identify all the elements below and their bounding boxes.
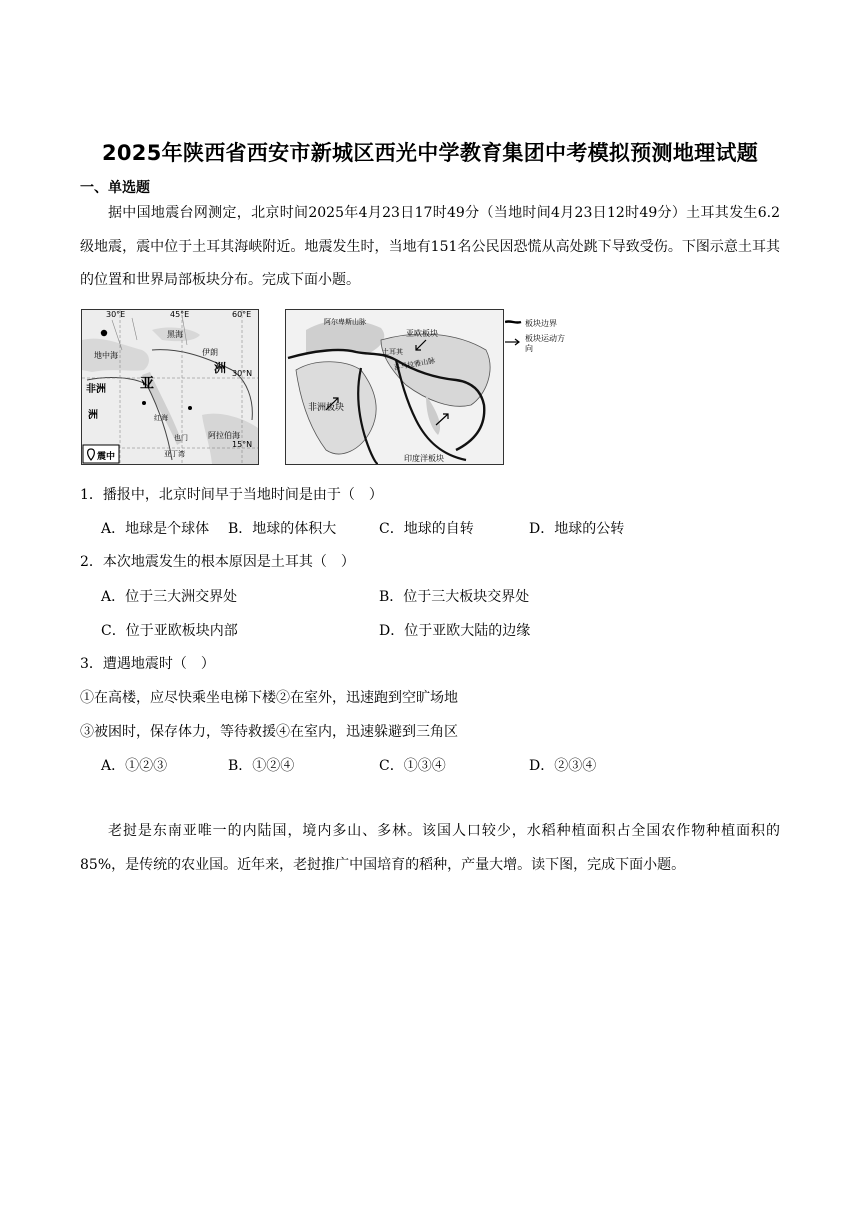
epicenter-marker [101, 330, 107, 336]
q2-option-d[interactable]: D．位于亚欧大陆的边缘 [379, 623, 531, 639]
intro-paragraph-2: 老挝是东南亚唯一的内陆国，境内多山、多林。该国人口较少，水稻种植面积占全国农作物种植面积的85%，是传统的农业国。近年来，老挝推广中国培育的稻种，产量大增。读下图，完成下面小题。 [80, 823, 780, 873]
place-label: 也门 [174, 434, 188, 442]
plate-label: 土耳其 [382, 348, 403, 356]
q2-option-a[interactable]: A．位于三大洲交界处 [101, 589, 238, 605]
q2-option-b[interactable]: B．位于三大板块交界处 [379, 589, 530, 605]
plate-label: 亚欧板块 [406, 329, 438, 338]
question-1-stem: 1．播报中，北京时间早于当地时间是由于（ ） [80, 487, 383, 503]
place-label: 洲 [88, 410, 98, 421]
intro-paragraph: 据中国地震台网测定，北京时间2025年4月23日17时49分（当地时间4月23日12时49分）土耳其发生6.2级地震，震中位于土耳其海峡附近。地震发生时，当地有151名公民因恐慌从高处跳下导致受伤。下图示意土耳其的位置和世界局部板块分布。完成下面小题。 [80, 205, 780, 288]
question-2-stem: 2．本次地震发生的根本原因是土耳其（ ） [80, 554, 355, 570]
map-plates-svg [286, 310, 503, 464]
lat-label: 15°N [232, 440, 253, 449]
lon-label: 30°E [106, 310, 126, 319]
place-label: 非洲 [86, 384, 106, 395]
place-label: 亚 [140, 376, 154, 392]
place-label: 黑海 [167, 330, 183, 339]
page-title: 2025年陕西省西安市新城区西光中学教育集团中考模拟预测地理试题 [101, 141, 759, 165]
place-label: 阿拉伯海 [208, 431, 240, 440]
q3-option-a[interactable]: A．①②③ [101, 758, 168, 774]
place-label: 红海 [154, 414, 168, 422]
boundary-line-icon [505, 321, 521, 322]
plate-label: 喜马拉雅山脉 [392, 356, 436, 372]
legend-boundary: 板块边界 [525, 319, 557, 328]
q3-option-d[interactable]: D．②③④ [529, 758, 597, 774]
lon-label: 45°E [170, 310, 190, 319]
q1-option-c[interactable]: C．地球的自转 [379, 521, 474, 537]
legend-motion: 板块运动方向 [525, 334, 565, 353]
q3-option-c[interactable]: C．①③④ [379, 758, 446, 774]
place-label: 洲 [214, 361, 227, 375]
q3-statement-line: ③被困时，保存体力，等待救援④在室内，迅速躲避到三角区 [80, 724, 458, 740]
q3-option-b[interactable]: B．①②④ [228, 758, 295, 774]
q1-option-d[interactable]: D．地球的公转 [529, 521, 625, 537]
q2-option-c[interactable]: C．位于亚欧板块内部 [101, 623, 238, 639]
q3-statement-line: ①在高楼，应尽快乘坐电梯下楼②在室外，迅速跑到空旷场地 [80, 690, 458, 706]
lat-label: 30°N [232, 369, 253, 378]
map-plates [285, 309, 504, 465]
place-label: 伊朗 [202, 348, 218, 357]
plate-label: 阿尔卑斯山脉 [324, 318, 366, 326]
lon-label: 60°E [232, 310, 252, 319]
section-heading: 一、单选题 [80, 180, 150, 196]
plates-legend [505, 318, 575, 364]
q1-option-a[interactable]: A．地球是个球体 [101, 521, 210, 537]
q1-option-b[interactable]: B．地球的体积大 [228, 521, 337, 537]
plate-label: 非洲板块 [308, 403, 345, 413]
question-3-stem: 3．遭遇地震时（ ） [80, 656, 215, 672]
plate-label: 印度洋板块 [404, 454, 444, 463]
legend-label: 震中 [97, 452, 116, 462]
place-label: 地中海 [94, 351, 118, 360]
map-turkey-location [81, 309, 259, 465]
map-turkey-svg [82, 310, 258, 464]
place-label: 亚丁湾 [164, 450, 185, 458]
